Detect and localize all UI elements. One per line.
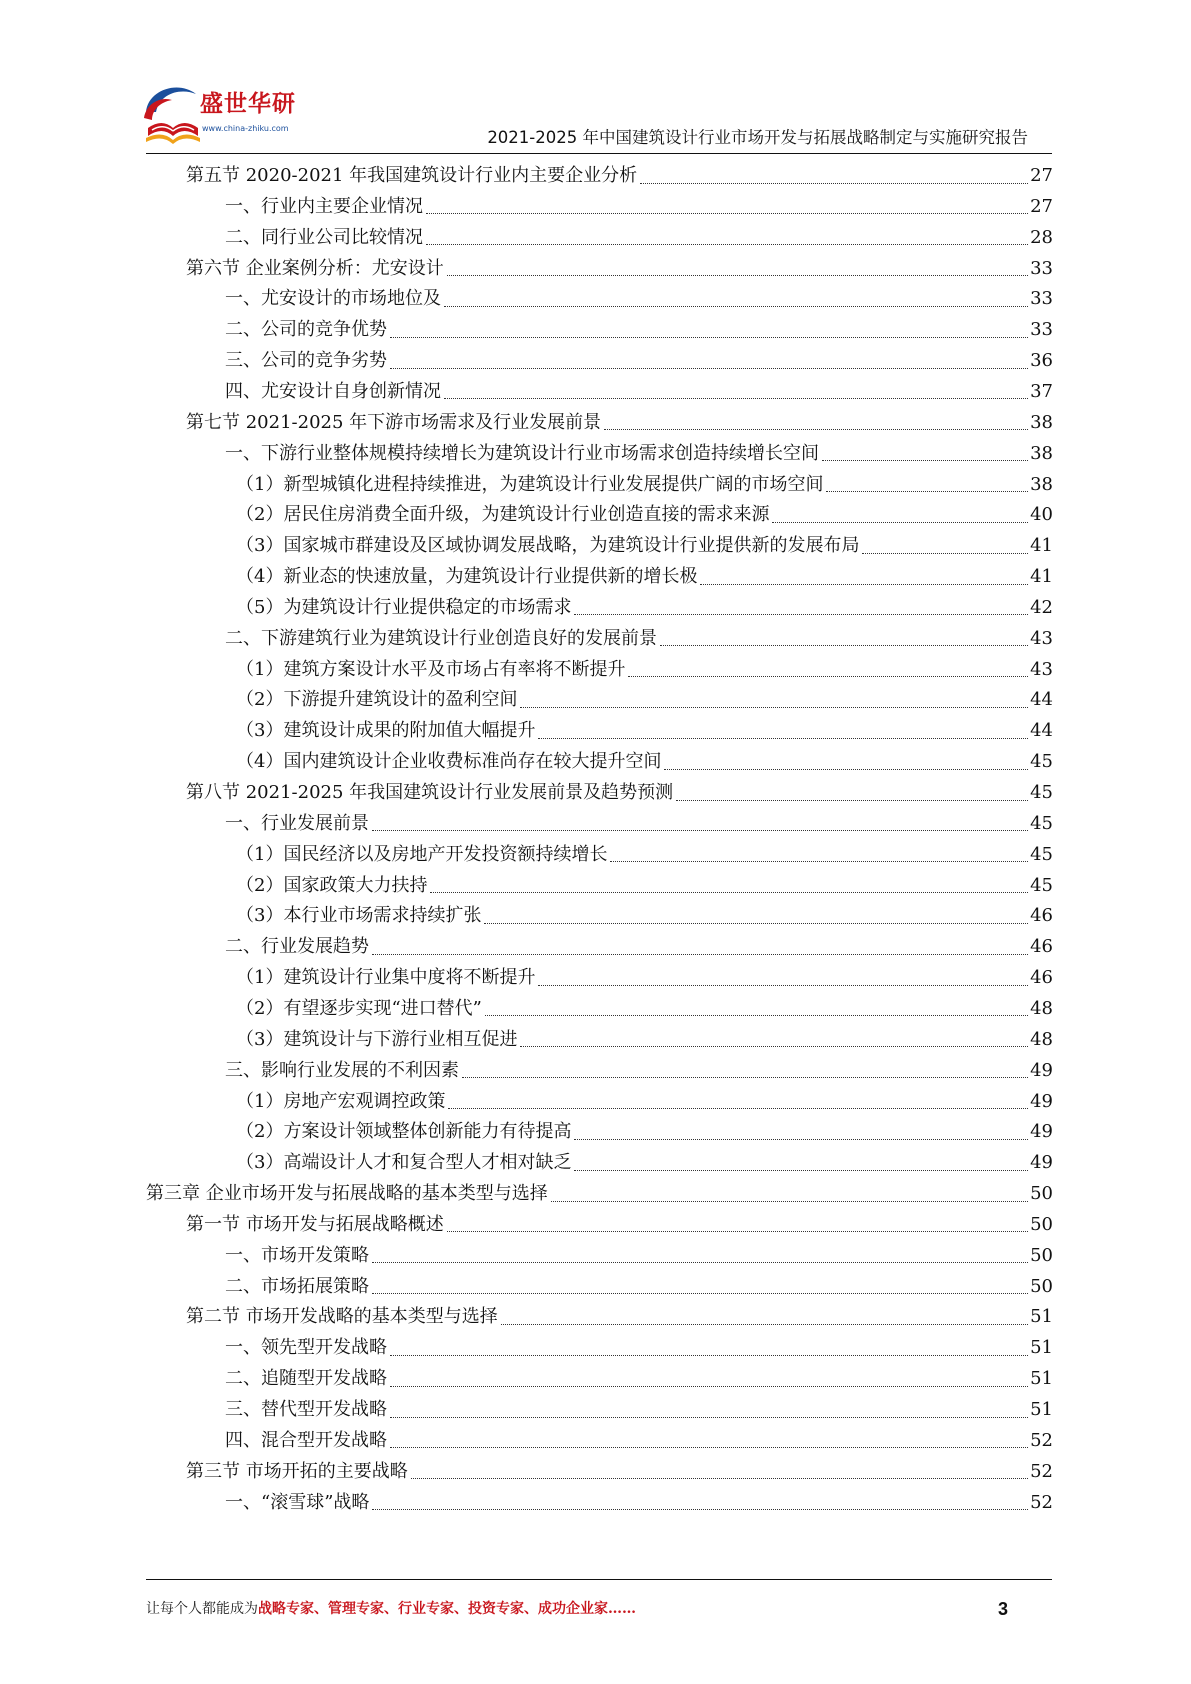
toc-dot-leader xyxy=(390,336,1028,338)
toc-entry-title: 一、“滚雪球”战略 xyxy=(225,1491,370,1513)
logo-text: 盛世华研 xyxy=(200,91,296,117)
toc-dot-leader xyxy=(411,1477,1028,1479)
toc-entry-title: （3）建筑设计与下游行业相互促进 xyxy=(236,1028,518,1050)
footer-divider xyxy=(146,1579,1052,1580)
toc-entry[interactable] xyxy=(236,592,1053,623)
toc-entry-title: 第一节 市场开发与拓展战略概述 xyxy=(186,1213,444,1235)
toc-dot-leader xyxy=(485,1014,1028,1016)
toc-entry-title: 第三章 企业市场开发与拓展战略的基本类型与选择 xyxy=(146,1183,548,1205)
toc-entry[interactable] xyxy=(236,499,1053,530)
toc-dot-leader xyxy=(390,1354,1028,1356)
toc-entry-title: 第六节 企业案例分析：尤安设计 xyxy=(186,257,444,279)
toc-entry-title: （1）建筑方案设计水平及市场占有率将不断提升 xyxy=(236,658,626,680)
toc-dot-leader xyxy=(390,1446,1028,1448)
toc-entry-page: 49 xyxy=(1030,1121,1053,1143)
toc-entry-title: 一、行业内主要企业情况 xyxy=(225,195,423,217)
toc-dot-leader xyxy=(610,860,1028,862)
toc-entry-title: 第五节 2020-2021 年我国建筑设计行业内主要企业分析 xyxy=(186,165,638,186)
toc-dot-leader xyxy=(604,428,1028,430)
toc-entry[interactable] xyxy=(236,684,1053,715)
toc-dot-leader xyxy=(574,1169,1028,1171)
toc-dot-leader xyxy=(372,1261,1028,1263)
toc-entry-page: 38 xyxy=(1030,442,1053,464)
toc-entry-page: 38 xyxy=(1030,473,1053,495)
toc-entry-page: 52 xyxy=(1030,1491,1053,1513)
toc-entry[interactable] xyxy=(236,1024,1053,1055)
toc-entry-title: （2）下游提升建筑设计的盈利空间 xyxy=(236,689,518,711)
toc-entry[interactable] xyxy=(186,253,1053,284)
toc-dot-leader xyxy=(538,737,1028,739)
toc-entry[interactable] xyxy=(236,746,1053,777)
toc-entry[interactable] xyxy=(225,1487,1053,1518)
toc-entry[interactable] xyxy=(225,931,1053,962)
toc-dot-leader xyxy=(862,552,1028,554)
toc-entry-page: 45 xyxy=(1030,812,1053,834)
toc-entry-title: （2）有望逐步实现“进口替代” xyxy=(236,997,482,1019)
toc-dot-leader xyxy=(822,459,1028,461)
toc-dot-leader xyxy=(660,644,1028,646)
toc-entry-title: （1）国民经济以及房地产开发投资额持续增长 xyxy=(236,843,608,865)
toc-dot-leader xyxy=(664,768,1028,770)
toc-entry[interactable] xyxy=(236,839,1053,870)
toc-entry-title: 二、公司的竞争优势 xyxy=(225,319,387,341)
toc-entry-page: 48 xyxy=(1030,997,1053,1019)
footer-slogan-roles: 战略专家、管理专家、行业专家、投资专家、成功企业家…… xyxy=(258,1601,636,1617)
toc-dot-leader xyxy=(390,1385,1028,1387)
toc-entry-title: （2）方案设计领域整体创新能力有待提高 xyxy=(236,1121,572,1143)
toc-entry[interactable] xyxy=(236,1147,1053,1178)
toc-entry-title: （3）国家城市群建设及区域协调发展战略，为建筑设计行业提供新的发展布局 xyxy=(236,535,860,557)
toc-entry-page: 49 xyxy=(1030,1152,1053,1174)
toc-entry-title: 第七节 2021-2025 年下游市场需求及行业发展前景 xyxy=(186,411,602,433)
toc-entry-title: 一、行业发展前景 xyxy=(225,812,369,834)
toc-entry[interactable] xyxy=(225,283,1053,314)
toc-entry-title: （1）房地产宏观调控政策 xyxy=(236,1090,446,1112)
toc-entry[interactable] xyxy=(225,314,1053,345)
toc-entry-page: 37 xyxy=(1030,380,1053,402)
toc-entry-page: 28 xyxy=(1030,226,1053,248)
toc-dot-leader xyxy=(826,490,1028,492)
toc-entry-title: 一、领先型开发战略 xyxy=(225,1337,387,1359)
toc-entry-title: （4）国内建筑设计企业收费标准尚存在较大提升空间 xyxy=(236,751,662,773)
toc-entry-page: 33 xyxy=(1030,288,1053,310)
toc-entry-title: 二、市场拓展策略 xyxy=(225,1275,369,1297)
toc-entry-page: 50 xyxy=(1030,1213,1053,1235)
toc-dot-leader xyxy=(462,1076,1028,1078)
toc-entry-page: 46 xyxy=(1030,936,1053,958)
toc-entry[interactable] xyxy=(236,715,1053,746)
toc-entry-page: 42 xyxy=(1030,596,1053,618)
toc-entry[interactable] xyxy=(236,870,1053,901)
page-footer xyxy=(146,1596,1052,1622)
toc-entry-title: 第三节 市场开拓的主要战略 xyxy=(186,1460,408,1482)
toc-entry[interactable] xyxy=(236,962,1053,993)
toc-dot-leader xyxy=(640,182,1028,184)
toc-entry-page: 50 xyxy=(1030,1244,1053,1266)
toc-entry-page: 41 xyxy=(1030,535,1053,557)
toc-entry-page: 50 xyxy=(1030,1183,1053,1205)
toc-dot-leader xyxy=(574,1138,1028,1140)
logo-url: www.china-zhiku.com xyxy=(202,124,289,133)
toc-dot-leader xyxy=(628,675,1028,677)
toc-dot-leader xyxy=(447,274,1028,276)
toc-entry-title: 第八节 2021-2025 年我国建筑设计行业发展前景及趋势预测 xyxy=(186,782,674,803)
toc-entry[interactable] xyxy=(236,993,1053,1024)
toc-dot-leader xyxy=(430,891,1028,893)
toc-dot-leader xyxy=(501,1323,1028,1325)
toc-entry-page: 51 xyxy=(1030,1337,1053,1359)
toc-entry[interactable] xyxy=(225,808,1053,839)
toc-dot-leader xyxy=(772,521,1028,523)
toc-entry-title: （3）建筑设计成果的附加值大幅提升 xyxy=(236,720,536,742)
toc-entry-title: 二、行业发展趋势 xyxy=(225,936,369,958)
toc-entry-title: 四、尤安设计自身创新情况 xyxy=(225,380,441,402)
toc-entry-page: 45 xyxy=(1030,782,1053,803)
toc-dot-leader xyxy=(574,613,1028,615)
toc-dot-leader xyxy=(372,953,1028,955)
toc-entry-page: 43 xyxy=(1030,627,1053,649)
toc-entry[interactable] xyxy=(146,1178,1053,1209)
toc-entry[interactable] xyxy=(186,1209,1053,1240)
toc-entry-page: 43 xyxy=(1030,658,1053,680)
toc-dot-leader xyxy=(372,1508,1028,1510)
toc-entry[interactable] xyxy=(225,1271,1053,1302)
toc-entry-page: 49 xyxy=(1030,1059,1053,1081)
toc-entry-title: （1）新型城镇化进程持续推进，为建筑设计行业发展提供广阔的市场空间 xyxy=(236,473,824,495)
toc-entry-title: （4）新业态的快速放量，为建筑设计行业提供新的增长极 xyxy=(236,566,698,588)
toc-entry-page: 46 xyxy=(1030,905,1053,927)
toc-entry[interactable] xyxy=(225,1332,1053,1363)
toc-entry[interactable] xyxy=(225,191,1053,222)
toc-entry[interactable] xyxy=(225,222,1053,253)
toc-entry-page: 41 xyxy=(1030,566,1053,588)
toc-entry-page: 45 xyxy=(1030,843,1053,865)
toc-entry[interactable] xyxy=(236,654,1053,685)
toc-entry[interactable] xyxy=(186,160,1053,191)
toc-entry-title: 四、混合型开发战略 xyxy=(225,1429,387,1451)
toc-entry[interactable] xyxy=(186,407,1053,438)
toc-entry-title: 三、替代型开发战略 xyxy=(225,1399,387,1420)
toc-entry[interactable] xyxy=(236,1086,1053,1117)
toc-entry-title: 第二节 市场开发战略的基本类型与选择 xyxy=(186,1306,498,1328)
toc-entry-title: （3）本行业市场需求持续扩张 xyxy=(236,905,482,927)
toc-entry-page: 44 xyxy=(1030,720,1053,742)
toc-entry-page: 27 xyxy=(1030,195,1053,217)
toc-entry[interactable] xyxy=(225,1363,1053,1394)
toc-entry-title: 一、尤安设计的市场地位及 xyxy=(225,288,441,310)
toc-entry-page: 48 xyxy=(1030,1028,1053,1050)
toc-entry-page: 46 xyxy=(1030,967,1053,989)
toc-entry-title: 一、市场开发策略 xyxy=(225,1244,369,1266)
toc-dot-leader xyxy=(447,1230,1028,1232)
toc-entry-title: （2）居民住房消费全面升级，为建筑设计行业创造直接的需求来源 xyxy=(236,504,770,526)
toc-entry-page: 33 xyxy=(1030,257,1053,279)
toc-dot-leader xyxy=(484,922,1028,924)
toc-dot-leader xyxy=(390,367,1028,369)
toc-dot-leader xyxy=(426,243,1028,245)
toc-entry[interactable] xyxy=(186,1456,1053,1487)
toc-entry[interactable] xyxy=(225,345,1053,376)
toc-entry[interactable] xyxy=(236,1116,1053,1147)
toc-dot-leader xyxy=(700,583,1028,585)
toc-entry[interactable] xyxy=(225,1055,1053,1086)
toc-entry[interactable] xyxy=(236,561,1053,592)
toc-entry-title: 二、追随型开发战略 xyxy=(225,1368,387,1390)
toc-entry-page: 50 xyxy=(1030,1275,1053,1297)
toc-entry-page: 44 xyxy=(1030,689,1053,711)
toc-dot-leader xyxy=(390,1416,1028,1418)
toc-entry[interactable] xyxy=(225,623,1053,654)
footer-slogan-prefix: 让每个人都能成为 xyxy=(146,1601,258,1617)
book-swoosh-logo-icon xyxy=(138,82,208,152)
toc-dot-leader xyxy=(520,706,1028,708)
toc-entry-page: 52 xyxy=(1030,1429,1053,1451)
toc-dot-leader xyxy=(520,1045,1028,1047)
toc-entry[interactable] xyxy=(186,777,1053,808)
toc-entry[interactable] xyxy=(225,1394,1053,1425)
toc-dot-leader xyxy=(676,799,1028,801)
toc-entry-title: （2）国家政策大力扶持 xyxy=(236,874,428,896)
toc-entry-title: 三、公司的竞争劣势 xyxy=(225,350,387,372)
toc-entry[interactable] xyxy=(186,1301,1053,1332)
toc-entry-page: 51 xyxy=(1030,1306,1053,1328)
toc-dot-leader xyxy=(444,305,1028,307)
toc-dot-leader xyxy=(426,212,1028,214)
toc-entry-page: 49 xyxy=(1030,1090,1053,1112)
toc-entry[interactable] xyxy=(236,900,1053,931)
toc-entry-title: （1）建筑设计行业集中度将不断提升 xyxy=(236,967,536,989)
toc-entry-page: 36 xyxy=(1030,350,1053,372)
toc-entry-page: 45 xyxy=(1030,751,1053,773)
toc-entry[interactable] xyxy=(225,1425,1053,1456)
toc-entry-page: 51 xyxy=(1030,1399,1053,1420)
toc-dot-leader xyxy=(538,984,1028,986)
toc-entry[interactable] xyxy=(225,438,1053,469)
toc-entry[interactable] xyxy=(236,530,1053,561)
toc-entry-page: 33 xyxy=(1030,319,1053,341)
toc-entry[interactable] xyxy=(225,1240,1053,1271)
toc-dot-leader xyxy=(372,829,1028,831)
toc-dot-leader xyxy=(551,1200,1028,1202)
toc-entry-page: 51 xyxy=(1030,1368,1053,1390)
toc-entry-title: 三、影响行业发展的不利因素 xyxy=(225,1059,459,1081)
toc-dot-leader xyxy=(372,1292,1028,1294)
toc-entry-title: （5）为建筑设计行业提供稳定的市场需求 xyxy=(236,596,572,618)
toc-entry-title: 二、同行业公司比较情况 xyxy=(225,226,423,248)
company-logo xyxy=(138,82,328,152)
toc-entry-page: 45 xyxy=(1030,874,1053,896)
toc-entry-page: 40 xyxy=(1030,504,1053,526)
toc-entry-title: 一、下游行业整体规模持续增长为建筑设计行业市场需求创造持续增长空间 xyxy=(225,442,819,464)
report-title: 2021-2025 年中国建筑设计行业市场开发与拓展战略制定与实施研究报告 xyxy=(487,128,1028,147)
header-divider xyxy=(146,153,1052,154)
toc-entry-page: 52 xyxy=(1030,1460,1053,1482)
toc-dot-leader xyxy=(444,397,1028,399)
toc-dot-leader xyxy=(448,1107,1028,1109)
page-number: 3 xyxy=(997,1599,1008,1619)
toc-entry[interactable] xyxy=(225,376,1053,407)
toc-entry-title: （3）高端设计人才和复合型人才相对缺乏 xyxy=(236,1152,572,1174)
toc-entry-page: 27 xyxy=(1030,165,1053,186)
toc-entry-title: 二、下游建筑行业为建筑设计行业创造良好的发展前景 xyxy=(225,627,657,649)
toc-entry-page: 38 xyxy=(1030,411,1053,433)
page-header xyxy=(0,0,1191,160)
toc-entry[interactable] xyxy=(236,469,1053,500)
